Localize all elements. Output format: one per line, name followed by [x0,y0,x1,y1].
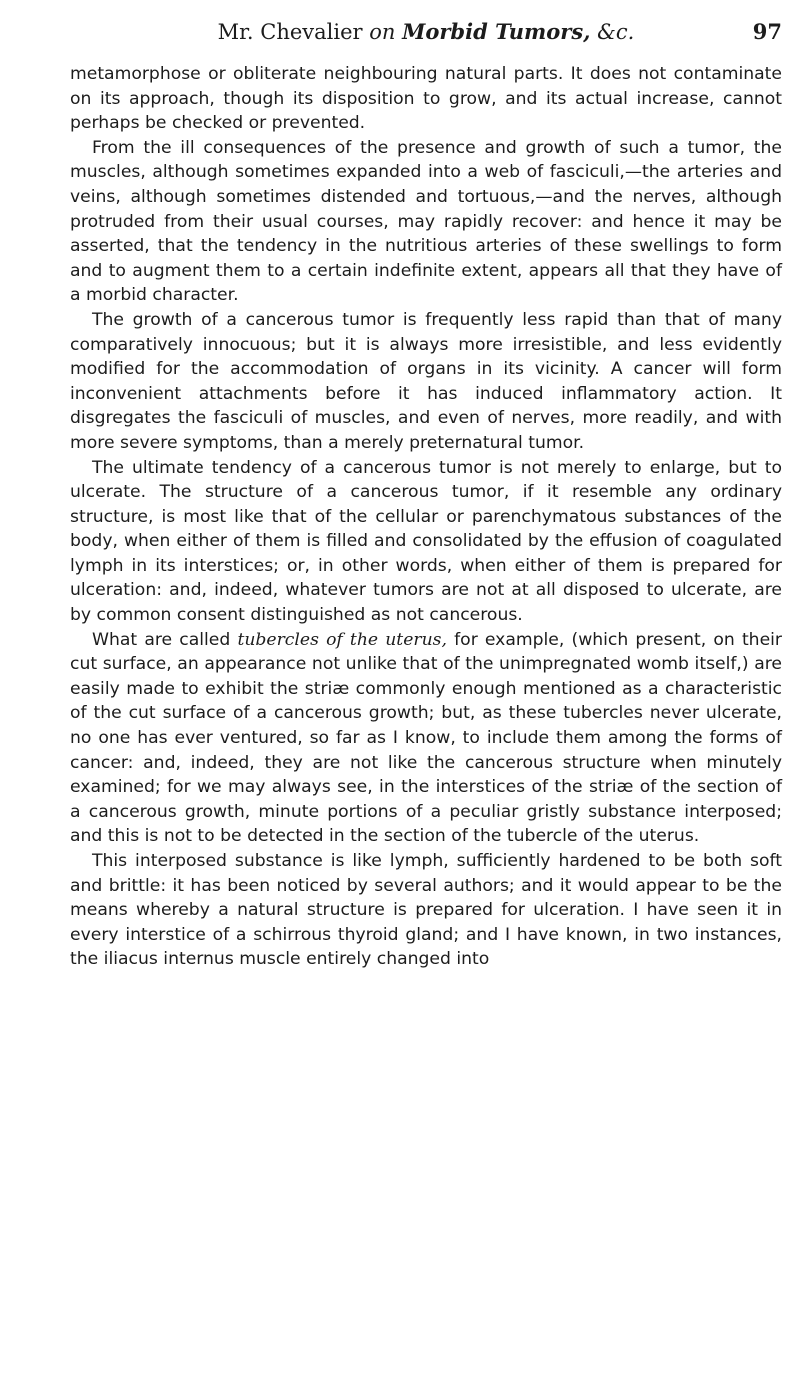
text-run: From the ill consequences of the presence and growth of such a tumor, the muscles, although sometimes expanded into a web of fasciculi,—the arteries and veins, although sometimes distended and tortuous,—and the nerves, although protruded from their usual courses, may rapidly recover: and hence it may be asserted, that the tendency in the nutritious arteries of these swellings to form and to augment them to a certain indefinite extent, appears all that they have of a morbid character. [70,137,782,306]
running-title-etc: &c. [597,20,635,44]
body-text [70,62,782,972]
text-run: This interposed substance is like lymph, sufficiently hardened to be both soft and brittle: it has been noticed by several authors; and it would appear to be the means whereby a natural structure is prepared for ulceration. I have seen it in every interstice of a schirrous thyroid gland; and I have known, in two instances, the iliacus internus muscle entirely changed into [70,851,782,970]
running-title-on: on [369,20,396,44]
running-title [218,14,635,50]
page-number: 97 [752,19,782,44]
paragraph [70,628,782,849]
paragraph [70,136,782,308]
text-run: metamorphose or obliterate neighbouring natural parts. It does not contaminate on its approach, though its disposition to grow, and its actual increase, cannot perhaps be checked or prevented. [70,64,782,134]
text-run: What are called [92,629,238,650]
running-head [70,14,782,50]
paragraph [70,456,782,628]
paragraph [70,308,782,456]
text-run: for example, (which present, on their cut surface, an appearance not unlike that of the unimpregnated womb itself,) are easily made to exhibit the striæ commonly enough mentioned as a characteristic of the cut surface of a cancerous growth; but, as these tubercles never ulcerate, no one has ever ventured, so far as I know, to include them among the forms of cancer: and, indeed, they are not like the cancerous structure when minutely examined; for we may always see, in the interstices of the striæ of the section of a cancerous growth, minute portions of a peculiar gristly substance interposed; and this is not to be detected in the section of the tubercle of the uterus. [70,629,782,847]
book-page [70,14,782,972]
author-name: Mr. Chevalier [217,20,363,44]
italic-phrase: tubercles of the uterus, [237,629,447,650]
text-run: The ultimate tendency of a cancerous tumor is not merely to enlarge, but to ulcerate. The structure of a cancerous tumor, if it resemble any ordinary structure, is most like that of the cellular or parenchymatous substances of the body, when either of them is filled and consolidated by the effusion of coagulated lymph in its interstices; or, in other words, when either of them is prepared for ulceration: and, indeed, whatever tumors are not at all disposed to ulcerate, are by common consent distinguished as not cancerous. [70,457,782,626]
running-title-italic: Morbid Tumors, [402,19,591,44]
paragraph [70,849,782,972]
paragraph [70,62,782,136]
text-run: The growth of a cancerous tumor is frequently less rapid than that of many comparatively innocuous; but it is always more irresistible, and less evidently modified for the accommodation of organs in its vicinity. A cancer will form inconvenient attachments before it has induced inflammatory action. It disgregates the fasciculi of muscles, and even of nerves, more readily, and with more severe symptoms, than a merely preternatural tumor. [70,309,782,453]
